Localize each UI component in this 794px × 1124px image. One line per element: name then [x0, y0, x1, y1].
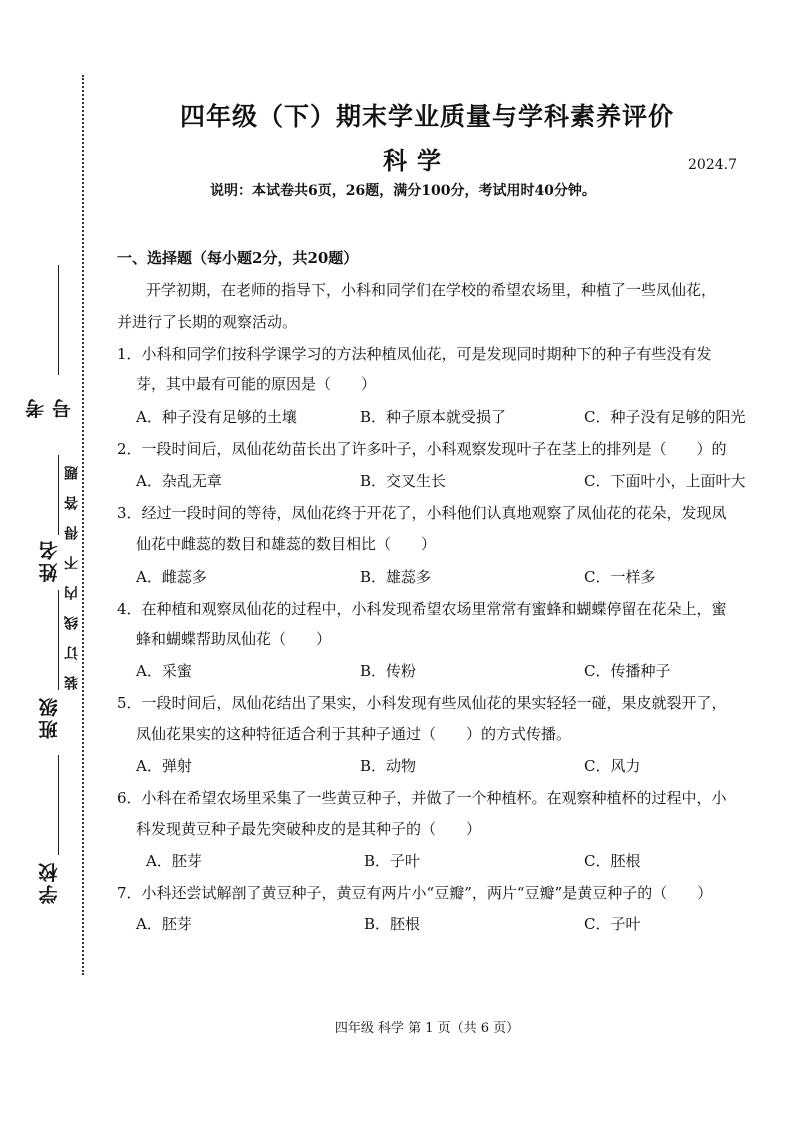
school-blank [58, 755, 59, 855]
school-label: 学校 [38, 860, 61, 904]
question-1: 1．小科和同学们按科学课学习的方法种植凤仙花，可是发现同时期种下的种子有些没有发 [117, 345, 712, 363]
option-6c: C．胚根 [584, 852, 641, 870]
option-4c: C．传播种子 [584, 662, 671, 680]
option-2b: B．交叉生长 [360, 472, 447, 490]
exam-title: 四年级（下）期末学业质量与学科素养评价 [179, 102, 674, 131]
intro-line-1: 开学初期，在老师的指导下，小科和同学们在学校的希望农场里，种植了一些凤仙花， [146, 281, 717, 299]
binding-note: 装订线内不得答题 [64, 450, 80, 690]
question-3: 3．经过一段时间的等待，凤仙花终于开花了，小科他们认真地观察了凤仙花的花朵，发现凤 [117, 504, 727, 522]
question-5: 5．一段时间后，凤仙花结出了果实，小科发现有些凤仙花的果实轻轻一碰，果皮就裂开了， [117, 694, 727, 712]
option-6b: B．子叶 [364, 852, 421, 870]
class-blank [58, 590, 59, 690]
question-5-cont: 凤仙花果实的这种特征适合利于其种子通过（ ）的方式传播。 [136, 725, 572, 743]
question-1-cont: 芽，其中最有可能的原因是（ ） [136, 375, 377, 393]
question-2: 2．一段时间后，凤仙花幼苗长出了许多叶子，小科观察发现叶子在茎上的排列是（ ）的 [117, 440, 727, 458]
option-5a: A．弹射 [136, 757, 192, 775]
option-6a: A．胚芽 [146, 852, 202, 870]
name-label: 姓名 [38, 538, 61, 582]
option-2c: C．下面叶小，上面叶大 [584, 472, 746, 490]
instructions: 说明：本试卷共6页，26题，满分100分，考试用时40分钟。 [210, 183, 596, 199]
option-2a: A．杂乱无章 [136, 472, 222, 490]
exam-no-blank [58, 265, 59, 375]
option-4b: B．传粉 [360, 662, 417, 680]
question-3-cont: 仙花中雌蕊的数目和雄蕊的数目相比（ ） [136, 535, 437, 553]
question-6-cont: 科发现黄豆种子最先突破种皮的是其种子的（ ） [136, 820, 482, 838]
option-3c: C．一样多 [584, 568, 656, 586]
question-6: 6．小科在希望农场里采集了一些黄豆种子，并做了一个种植杯。在观察种植杯的过程中，小 [117, 789, 727, 807]
question-4-cont: 蜂和蝴蝶帮助凤仙花（ ） [136, 630, 332, 648]
option-1a: A．种子没有足够的土壤 [136, 408, 297, 426]
option-5c: C．风力 [584, 757, 641, 775]
page-footer: 四年级 科学 第 1 页（共 6 页） [334, 1021, 520, 1036]
option-1c: C．种子没有足够的阳光 [584, 408, 746, 426]
option-7a: A．胚芽 [136, 915, 192, 933]
section-heading: 一、选择题（每小题2分，共20题） [117, 249, 359, 267]
subject-title: 科学 [383, 147, 451, 175]
exam-no-label: 考号 [25, 396, 74, 418]
option-7b: B．胚根 [364, 915, 421, 933]
option-5b: B．动物 [360, 757, 417, 775]
question-7: 7．小科还尝试解剖了黄豆种子，黄豆有两片小“豆瓣”，两片“豆瓣”是黄豆种子的（ ） [117, 884, 713, 902]
intro-line-2: 并进行了长期的观察活动。 [117, 313, 298, 331]
class-label: 班级 [38, 695, 61, 739]
option-4a: A．采蜜 [136, 662, 192, 680]
question-4: 4．在种植和观察凤仙花的过程中，小科发现希望农场里常常有蜜蜂和蝴蝶停留在花朵上，蜜 [117, 600, 727, 618]
option-3a: A．雌蕊多 [136, 568, 207, 586]
option-7c: C．子叶 [584, 915, 641, 933]
exam-date: 2024.7 [688, 157, 737, 173]
option-3b: B．雄蕊多 [360, 568, 432, 586]
option-1b: B．种子原本就受损了 [360, 408, 507, 426]
name-blank [58, 455, 59, 535]
